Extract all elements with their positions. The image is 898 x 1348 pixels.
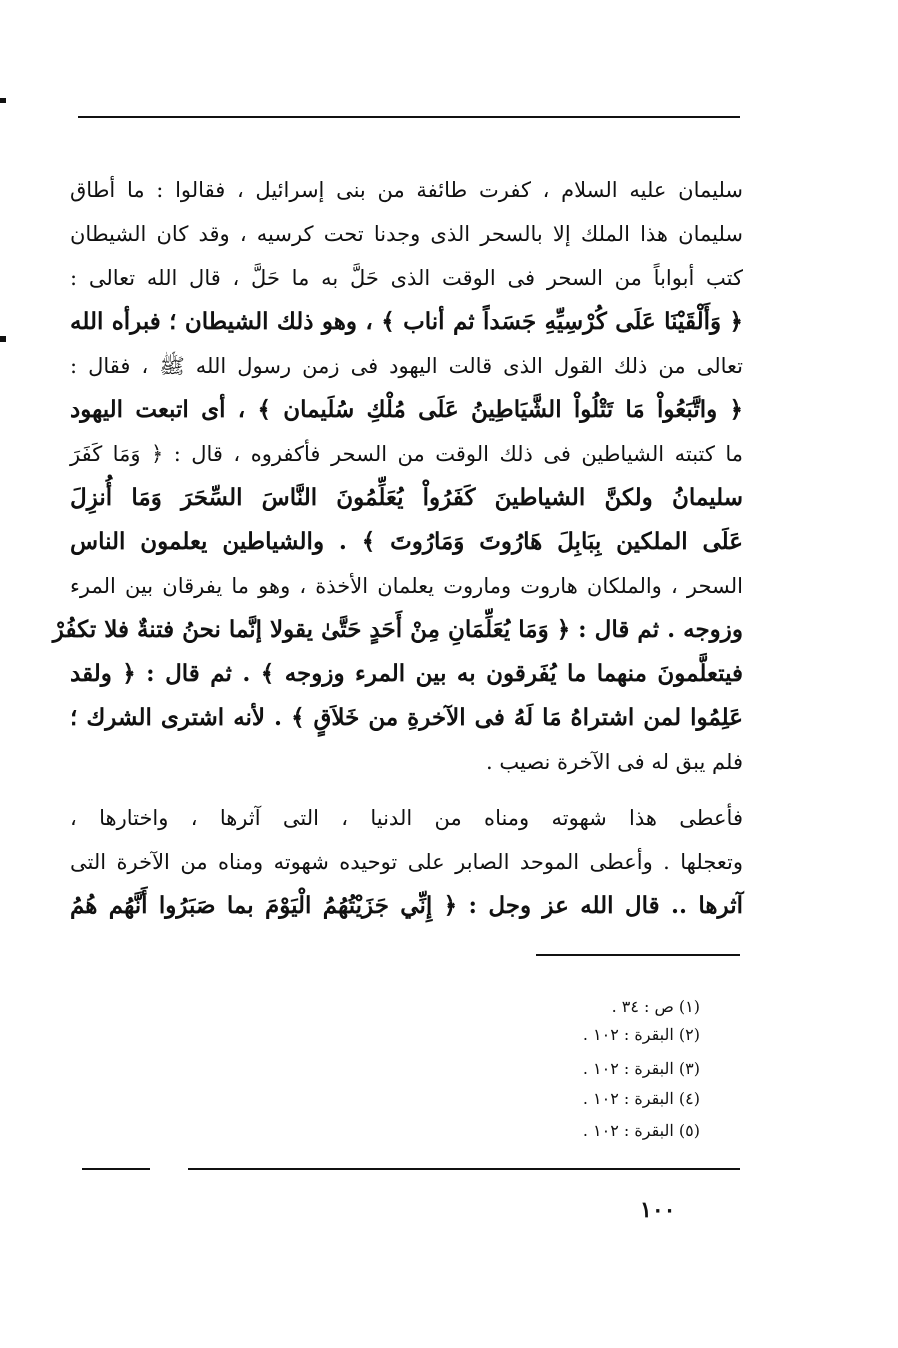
text-line: السحر ، والملكان هاروت وماروت يعلمان الأخذة ، وهو ما يفرقان بين المرء (70, 574, 743, 598)
text-line: سليمان هذا الملك إلا بالسحر الذى وجدنا تحت كرسيه ، وقد كان الشيطان (70, 222, 743, 246)
text-line (70, 696, 743, 740)
text-line (70, 884, 743, 928)
bottom-rule-right (188, 1168, 740, 1170)
quran-verse: سليمانُ ولكنَّ الشياطينَ كَفَرُواْ يُعَلِّمُونَ النَّاسَ السِّحَرَ وَمَا أُنزِلَ (70, 484, 743, 511)
text-line (52, 608, 743, 652)
footnote-rule (536, 954, 740, 956)
quran-verse: عَلَى الملكين بِبَابِلَ هَارُوتَ وَمَارُوتَ ﴾ . والشياطين يعلمون الناس (70, 528, 743, 555)
footnote: (٢) البقرة : ١٠٢ . (582, 1025, 700, 1044)
text-line: فلم يبق له فى الآخرة نصيب . (486, 750, 743, 774)
quran-verse: آثرها .. قال الله عز وجل : ﴿ إِنِّي جَزَيْتُهُمُ الْيَوْمَ بما صَبَرُوا أَنَّهُم هُمُ (70, 892, 743, 919)
text-line: فأعطى هذا شهوته ومناه من الدنيا ، التى آثرها ، واختارها ، (70, 806, 743, 830)
text-line: وتعجلها . وأعطى الموحد الصابر على توحيده شهوته ومناه من الآخرة التى (70, 850, 743, 874)
text-line (70, 388, 743, 432)
text-line: ما كتبته الشياطين فى ذلك الوقت من السحر فأكفروه ، قال : ﴿ وَمَا كَفَرَ (70, 442, 743, 466)
footnote: (٥) البقرة : ١٠٢ . (582, 1121, 700, 1140)
quran-verse: ﴿ واتَّبَعُواْ مَا تَتْلُواْ الشَّيَاطِينُ عَلَى مُلْكِ سُلَيمان ﴾ ، أى اتبعت اليهود (70, 396, 743, 423)
text-line: تعالى من ذلك القول الذى قالت اليهود فى زمن رسول الله ﷺ ، فقال : (70, 354, 743, 378)
page-number: ١٠٠ (640, 1197, 676, 1223)
text-line (70, 476, 743, 520)
quran-verse: عَلِمُوا لمن اشتراهُ مَا لَهُ فى الآخرةِ من خَلاَقٍ ﴾ . لأنه اشترى الشرك ؛ (70, 704, 743, 731)
text-line (70, 300, 743, 344)
header-rule (78, 116, 740, 118)
quran-verse: وزوجه . ثم قال : ﴿ وَمَا يُعَلِّمَانِ مِنْ أَحَدٍ حَتَّىٰ يقولا إنَّما نحنُ فتنةٌ فلا تكفُرْ (52, 616, 743, 643)
bottom-rule-left (82, 1168, 150, 1170)
scan-mark-middle (0, 336, 6, 342)
text-line: كتب أبواباً من السحر فى الوقت الذى حَلَّ به ما حَلَّ ، قال الله تعالى : (70, 266, 743, 290)
text-line (70, 652, 743, 696)
text-line: سليمان عليه السلام ، كفرت طائفة من بنى إسرائيل ، فقالوا : ما أطاق (70, 178, 743, 202)
text-line (70, 520, 743, 564)
footnote: (٣) البقرة : ١٠٢ . (582, 1059, 700, 1078)
footnote: (١) ص : ٣٤ . (611, 997, 700, 1016)
quran-verse: ﴿ وَأَلْقَيْنَا عَلَى كُرْسِيِّهِ جَسَداً ثم أناب ﴾ ، وهو ذلك الشيطان ؛ فبرأه الله (70, 308, 743, 335)
scan-mark-top (0, 98, 6, 103)
footnote: (٤) البقرة : ١٠٢ . (582, 1089, 700, 1108)
quran-verse: فيتعلَّمونَ منهما ما يُفَرقون به بين المرء وزوجه ﴾ . ثم قال : ﴿ ولقد (70, 660, 743, 687)
